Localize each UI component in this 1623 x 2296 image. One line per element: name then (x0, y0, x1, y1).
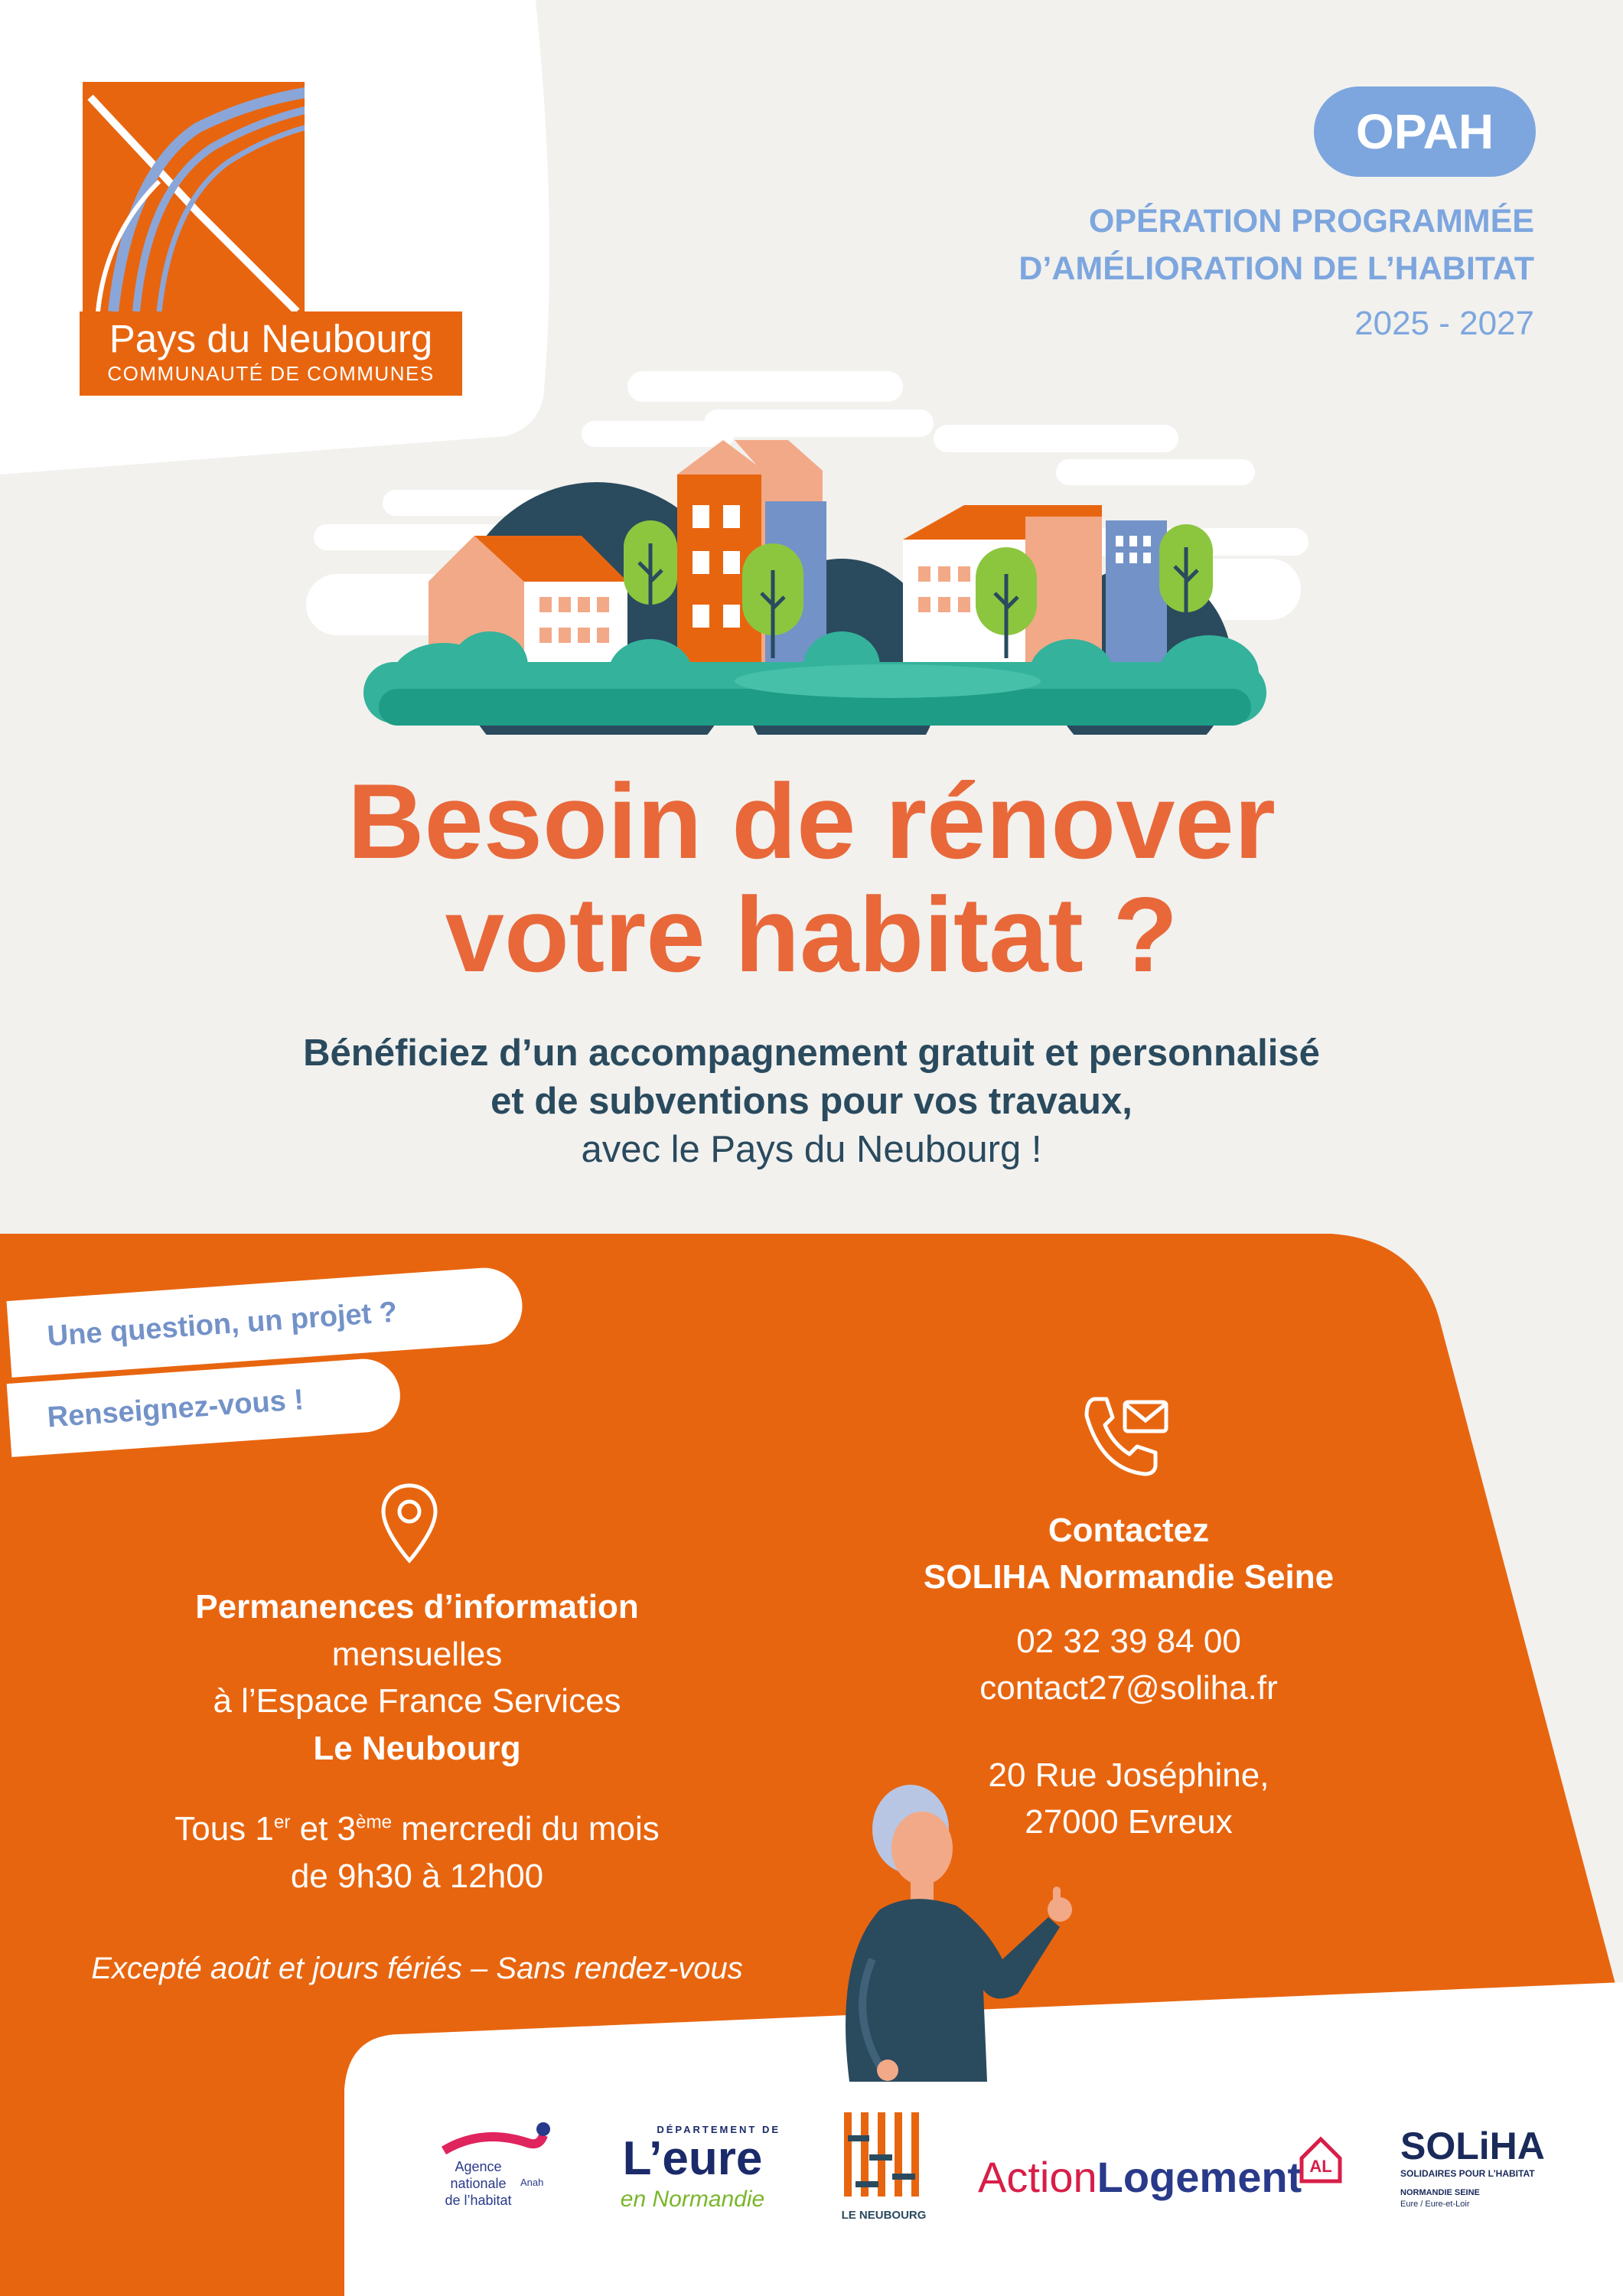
logo-name: Pays du Neubourg (109, 317, 433, 360)
contact-email[interactable]: contact27@soliha.fr (979, 1669, 1278, 1707)
anah-line3: de l’habitat (445, 2193, 512, 2208)
anah-logo (436, 2120, 559, 2219)
anah-line2: nationale (450, 2176, 507, 2191)
pays-du-neubourg-logo (80, 82, 462, 396)
opah-badge: OPAH (1314, 86, 1536, 177)
anah-tag: Anah (520, 2177, 544, 2188)
permanences-place: à l’Espace France Services (213, 1682, 621, 1720)
action-part2: Logement (1097, 2153, 1302, 2201)
eure-logo (605, 2124, 781, 2216)
contact-city: 27000 Evreux (1025, 1803, 1233, 1841)
permanences-title: Permanences d’information (195, 1588, 639, 1626)
days-sup-2: ème (356, 1812, 393, 1833)
headline (0, 762, 1623, 994)
eure-name: L’eure (622, 2132, 763, 2185)
houses-illustration (306, 352, 1316, 735)
soliha-area: Eure / Eure-et-Loir (1400, 2200, 1470, 2209)
permanences-hours: de 9h30 à 12h00 (290, 1857, 544, 1895)
days-sup-1: er (273, 1812, 291, 1833)
anah-line1: Agence (455, 2159, 502, 2174)
headline-line1: Besoin de rénover (347, 762, 1276, 881)
subtitle (0, 1029, 1623, 1174)
permanences-frequency: mensuelles (331, 1636, 503, 1673)
logo-square (83, 82, 305, 311)
action-logement-logo (978, 2135, 1345, 2212)
permanences-town: Le Neubourg (313, 1730, 521, 1767)
subtitle-line2: et de subventions pour vos travaux, (490, 1081, 1133, 1122)
subtitle-line1: Bénéficiez d’un accompagnement gratuit et personnalisé (303, 1032, 1320, 1074)
subtitle-line3: avec le Pays du Neubourg ! (581, 1129, 1042, 1170)
eure-region: en Normandie (620, 2187, 765, 2212)
headline-line2: votre habitat ? (445, 876, 1178, 994)
contact-street: 20 Rue Joséphine, (988, 1756, 1269, 1794)
permanences-note: Excepté août et jours fériés – Sans rendez-vous (91, 1952, 743, 1985)
contact-title: Contactez (1048, 1512, 1210, 1549)
opah-years: 2025 - 2027 (1354, 305, 1534, 342)
days-mid: et 3 (290, 1810, 357, 1848)
le-neubourg-bars-icon (844, 2112, 921, 2204)
info-text: Renseignez-vous ! (46, 1383, 305, 1433)
location-pin-icon (379, 1481, 440, 1567)
action-part1: Action (978, 2153, 1097, 2201)
contact-phone[interactable]: 02 32 39 84 00 (1016, 1623, 1241, 1660)
permanences-days (38, 1810, 796, 1848)
days-suffix: mercredi du mois (392, 1810, 660, 1848)
opah-title-line2: D’AMÉLIORATION DE L’HABITAT (1018, 250, 1534, 287)
le-neubourg-label: LE NEUBOURG (841, 2209, 927, 2222)
eure-dept: DÉPARTEMENT DE (657, 2124, 781, 2135)
soliha-logo (1393, 2124, 1553, 2223)
logo-subtitle: COMMUNAUTÉ DE COMMUNES (107, 362, 435, 385)
question-text: Une question, un projet ? (46, 1296, 399, 1352)
contact-org: SOLIHA Normandie Seine (923, 1558, 1335, 1596)
soliha-tagline: SOLIDAIRES POUR L’HABITAT (1400, 2168, 1535, 2179)
soliha-region: NORMANDIE SEINE (1400, 2188, 1480, 2197)
woman-illustration (796, 1776, 1079, 2082)
action-badge-text: AL (1309, 2157, 1332, 2176)
opah-title-line1: OPÉRATION PROGRAMMÉE (1088, 203, 1534, 240)
phone-mail-icon (1079, 1393, 1171, 1481)
days-prefix: Tous 1 (174, 1810, 274, 1848)
soliha-name: SOLiHA (1400, 2125, 1545, 2167)
logo-swoosh-icon (83, 82, 305, 311)
le-neubourg-logo (838, 2112, 930, 2235)
